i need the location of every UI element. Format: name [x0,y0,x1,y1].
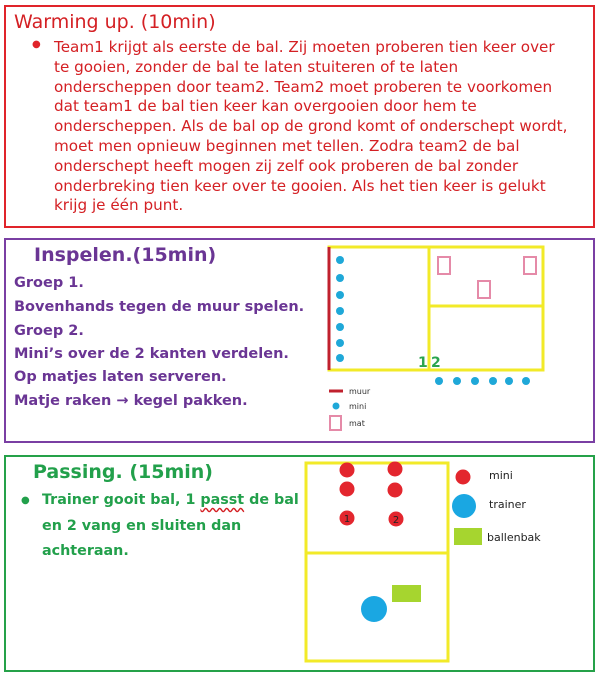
inspelen-line: Groep 2. [14,323,84,339]
mini-icon [336,307,344,315]
warmup-text: Team1 krijgt als eerste de bal. Zij moeten proberen tien keer over te gooien, zonder de bal te laten stuiteren of te laten onderscheppen door team2. Team2 moet proberen te voorkomen dat team1 de bal tien keer kan overgooien door hem te onderscheppen. Als de bal op de grond komt of onderschept wordt, moet men opnieuw beginnen met tellen. Zodra team2 de bal onderschept heeft mogen zij zelf ook proberen de bal zonder onderbreking tien keer over te gooien. Als het tien keer is gelukt krijg je één punt. [54,38,568,215]
inspelen-title: Inspelen.(15min) [34,244,217,266]
player-label: 1 [343,514,351,525]
passing-diagram [6,457,593,670]
legend-mat-swatch [330,416,341,430]
mini-icon [336,291,344,299]
mini-icon [340,482,355,497]
mat-icon [478,281,490,298]
legend-mini-swatch [333,403,340,410]
passing-text-part: de bal en 2 vang en sluiten dan achteraan. [42,492,299,559]
mini-icon [453,377,461,385]
court-outline [329,247,543,370]
legend-ballenbak-swatch [454,528,482,545]
legend-label: ballenbak [487,531,541,544]
mini-icon [336,339,344,347]
warmup-section [4,5,595,228]
mini-icon [489,377,497,385]
mini-icon [336,354,344,362]
inspelen-line: Groep 1. [14,275,84,291]
legend-label: trainer [489,498,526,511]
court-outline [306,463,448,661]
mini-icon [336,274,344,282]
player-label: 2 [392,515,400,526]
legend-label: mini [489,469,513,482]
inspelen-section [4,238,595,443]
mini-icon [435,377,443,385]
inspelen-line: Op matjes laten serveren. [14,369,227,385]
bullet-icon: ● [21,495,30,506]
passing-title: Passing. (15min) [33,461,213,483]
mini-icon [336,323,344,331]
mini-icon [505,377,513,385]
inspelen-diagram [6,240,593,441]
mini-icon [388,483,403,498]
passing-text-part: Trainer gooit bal, 1 [42,492,201,508]
legend-label: mat [349,419,365,428]
passing-section [4,455,595,672]
mini-icon [340,463,355,478]
mini-icon [522,377,530,385]
mini-icon [388,462,403,477]
legend-mini-swatch [456,470,471,485]
inspelen-line: Matje raken → kegel pakken. [14,393,248,409]
court-label: 2 [431,355,441,371]
warmup-title: Warming up. (10min) [14,11,216,33]
legend-trainer-swatch [452,494,476,518]
passing-text-underlined: passt [200,492,245,508]
ballenbak-icon [392,585,421,602]
bullet-icon: ● [32,39,41,50]
legend-label: mini [349,402,367,411]
mat-icon [438,257,450,274]
legend-label: muur [349,387,371,396]
mini-icon [471,377,479,385]
inspelen-line: Mini’s over de 2 kanten verdelen. [14,346,289,362]
trainer-icon [361,596,387,622]
court-label: 1 [418,355,428,371]
mini-icon [336,256,344,264]
inspelen-line: Bovenhands tegen de muur spelen. [14,299,305,315]
mat-icon [524,257,536,274]
